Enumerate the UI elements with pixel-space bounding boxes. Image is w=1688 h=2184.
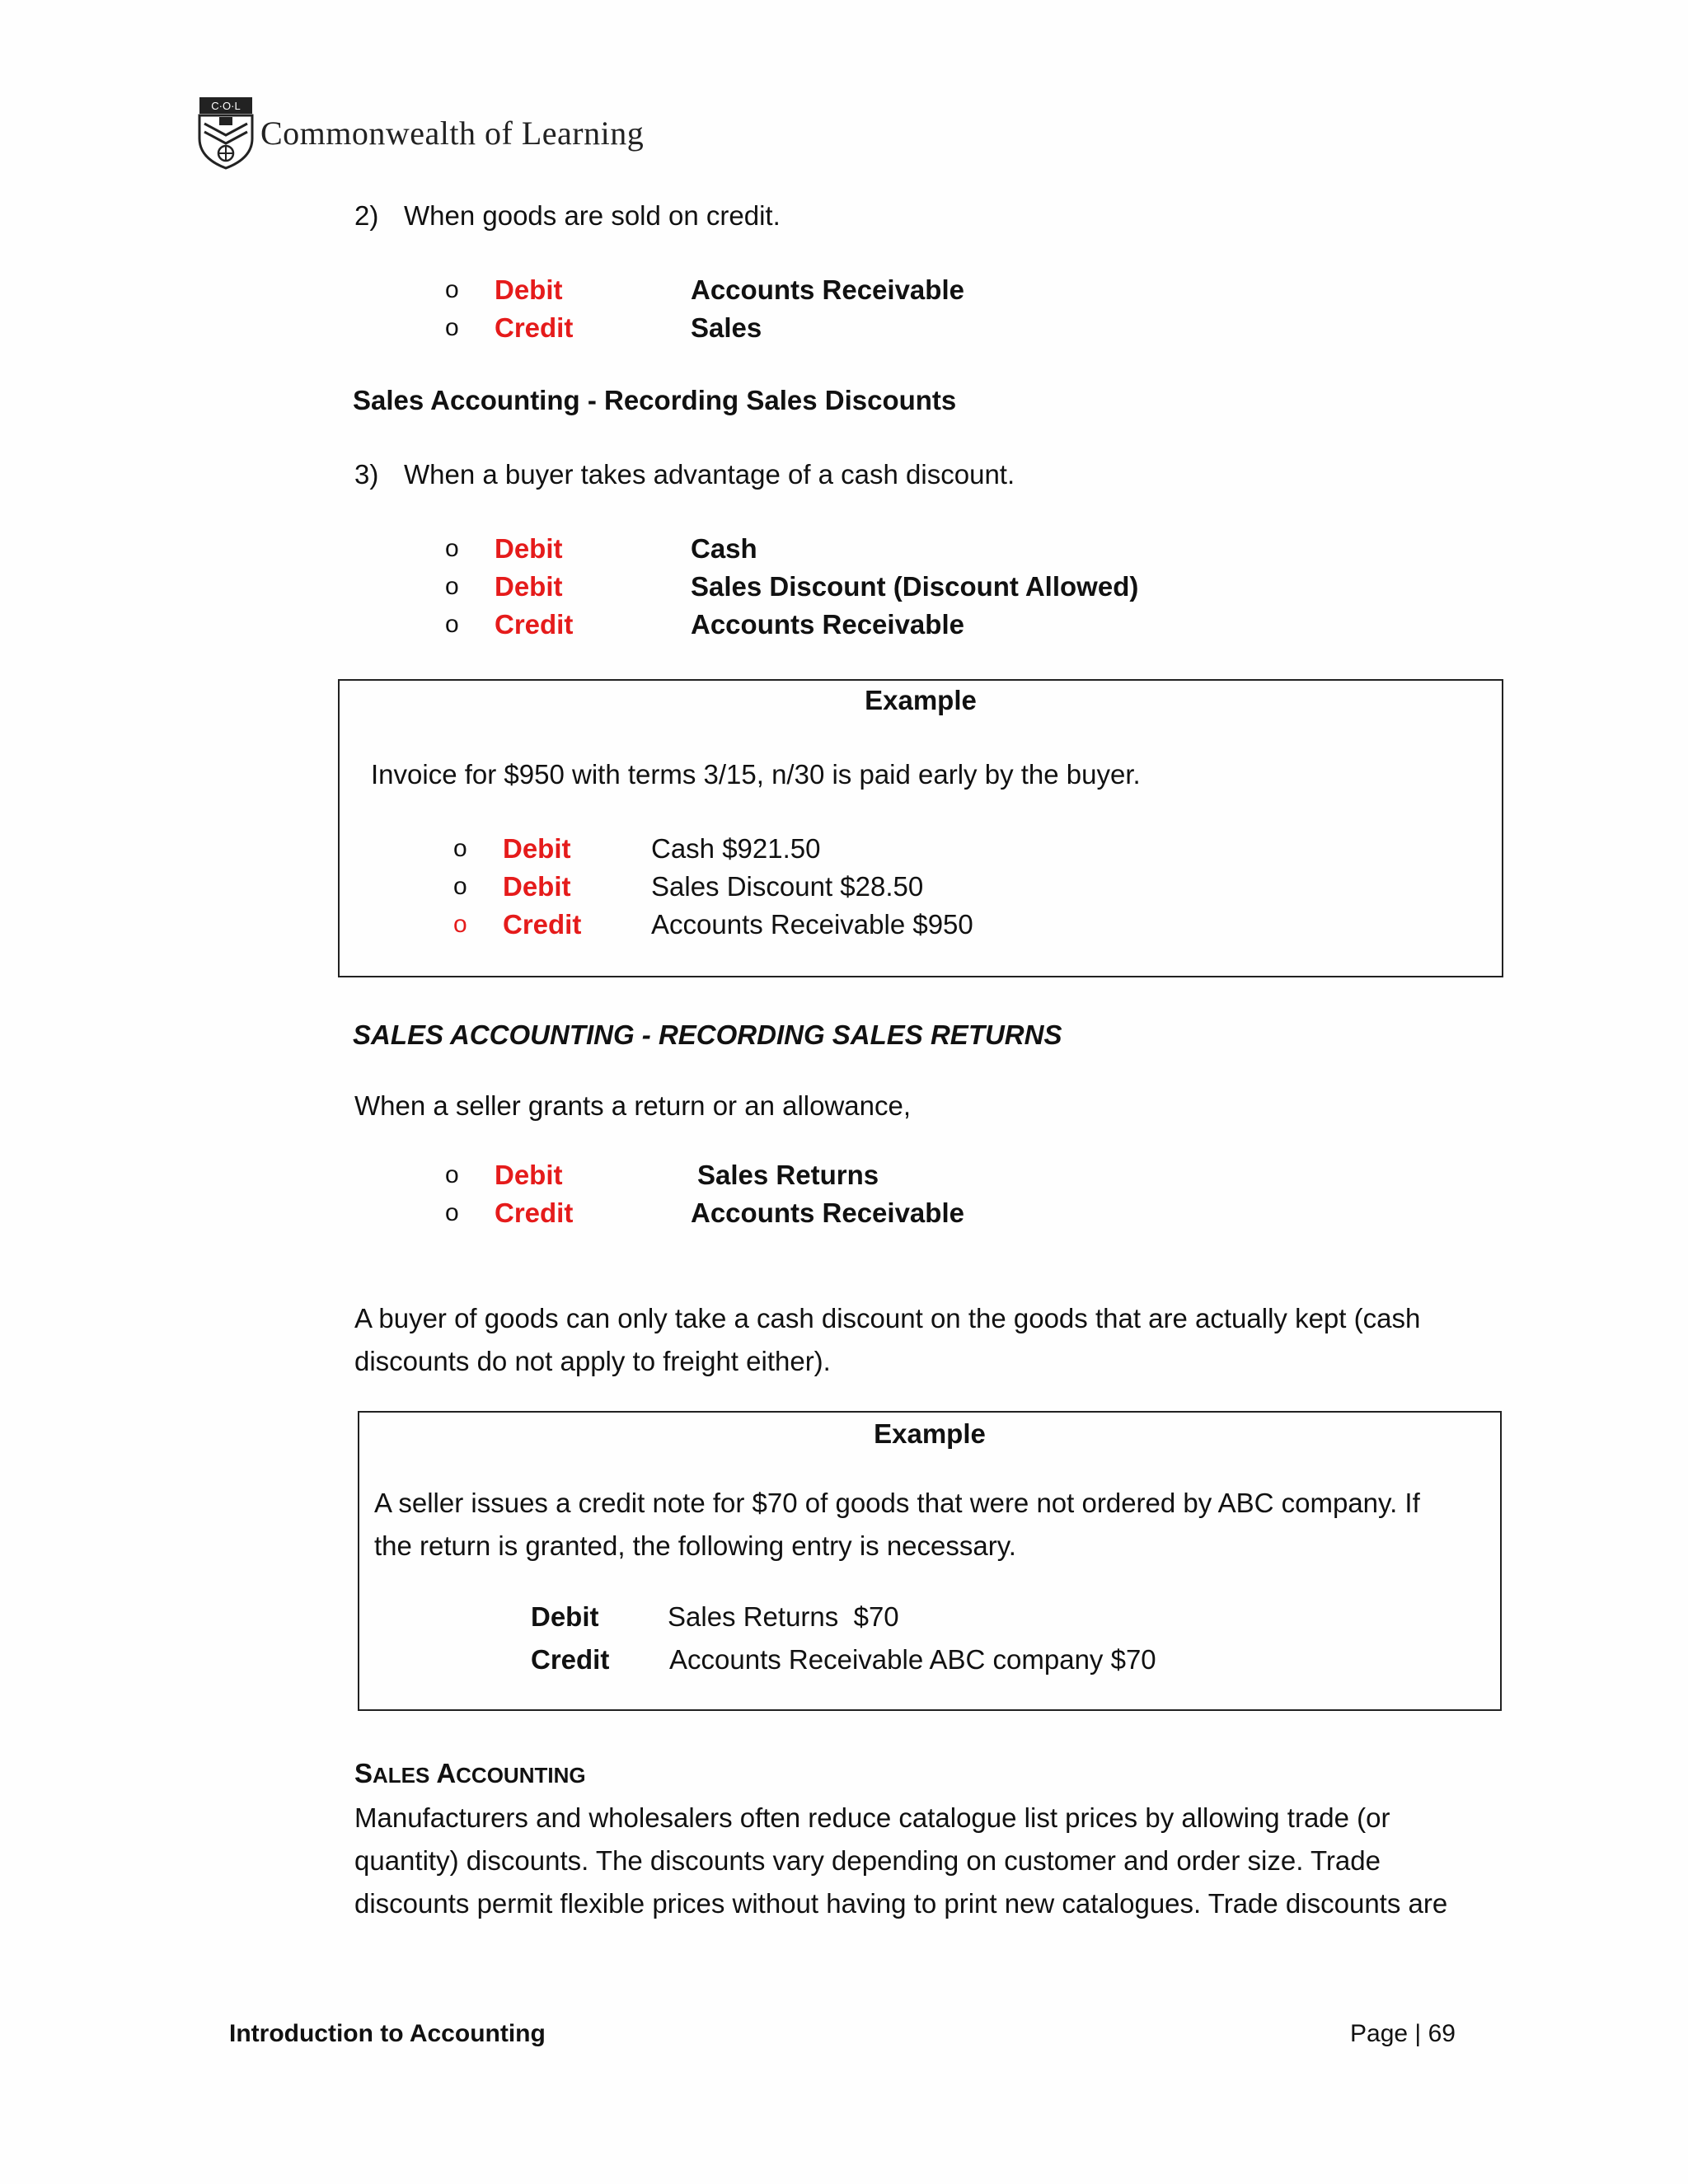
paragraph-line: discounts do not apply to freight either). xyxy=(354,1346,831,1376)
entry-account: Accounts Receivable xyxy=(691,274,964,305)
section-heading-sales-discounts: Sales Accounting - Recording Sales Discounts xyxy=(353,385,957,415)
entry-side: Credit xyxy=(531,1644,610,1675)
bullet-circle-icon: o xyxy=(445,1199,459,1226)
item-2-number: 2) xyxy=(354,200,379,231)
sales-returns-intro: When a seller grants a return or an allowance, xyxy=(354,1090,912,1121)
entry-account: Sales xyxy=(691,312,762,343)
entry-account: Accounts Receivable xyxy=(691,609,964,640)
bullet-circle-icon: o xyxy=(445,611,459,638)
bullet-circle-icon: o xyxy=(445,573,459,600)
paragraph-line: discounts permit flexible prices without having to print new catalogues. Trade discounts are xyxy=(354,1888,1448,1919)
section-heading-sales-accounting: SALES ACCOUNTING xyxy=(354,1758,586,1788)
entry-side: Credit xyxy=(495,609,574,640)
example-2-text-line: the return is granted, the following entry is necessary. xyxy=(374,1530,1016,1561)
paragraph-line: quantity) discounts. The discounts vary depending on customer and order size. Trade xyxy=(354,1845,1381,1876)
footer-title: Introduction to Accounting xyxy=(229,2020,546,2047)
item-2-text: When goods are sold on credit. xyxy=(404,200,781,231)
logo-wordmark: Commonwealth of Learning xyxy=(260,115,645,152)
bullet-circle-icon: o xyxy=(453,911,467,938)
paragraph-line: Manufacturers and wholesalers often reduce catalogue list prices by allowing trade (or xyxy=(354,1802,1390,1833)
section-heading-sales-returns: SALES ACCOUNTING - RECORDING SALES RETURNS xyxy=(353,1019,1062,1050)
entry-account: Accounts Receivable $950 xyxy=(651,909,973,940)
entry-account: Accounts Receivable xyxy=(691,1197,964,1228)
entry-side: Debit xyxy=(503,871,571,902)
bullet-circle-icon: o xyxy=(445,314,459,341)
entry-account: Sales Returns xyxy=(697,1160,879,1190)
logo-badge-text: C·O·L xyxy=(211,100,241,112)
entry-account: Sales Returns $70 xyxy=(668,1601,899,1632)
logo-shield-icon xyxy=(196,96,256,170)
entry-account: Cash xyxy=(691,533,757,564)
entry-account: Cash $921.50 xyxy=(651,833,821,864)
example-2-text-line: A seller issues a credit note for $70 of goods that were not ordered by ABC company. If xyxy=(374,1488,1420,1518)
entry-side: Credit xyxy=(495,1197,574,1228)
entry-side: Debit xyxy=(503,833,571,864)
bullet-circle-icon: o xyxy=(453,873,467,900)
entry-side: Debit xyxy=(495,1160,563,1190)
entry-side: Debit xyxy=(531,1601,599,1632)
entry-side: Debit xyxy=(495,533,563,564)
bullet-circle-icon: o xyxy=(445,1161,459,1188)
bullet-circle-icon: o xyxy=(445,535,459,562)
bullet-circle-icon: o xyxy=(445,276,459,303)
entry-side: Debit xyxy=(495,571,563,602)
example-1-text: Invoice for $950 with terms 3/15, n/30 is paid early by the buyer. xyxy=(371,759,1141,790)
entry-account: Sales Discount $28.50 xyxy=(651,871,924,902)
example-2-title: Example xyxy=(874,1418,986,1449)
example-1-title: Example xyxy=(865,685,977,715)
entry-side: Credit xyxy=(503,909,582,940)
item-3-text: When a buyer takes advantage of a cash discount. xyxy=(404,459,1015,490)
entry-side: Credit xyxy=(495,312,574,343)
entry-side: Debit xyxy=(495,274,563,305)
bullet-circle-icon: o xyxy=(453,835,467,862)
page-number: Page | 69 xyxy=(1350,2020,1456,2047)
entry-account: Accounts Receivable ABC company $70 xyxy=(669,1644,1156,1675)
item-3-number: 3) xyxy=(354,459,379,490)
entry-account: Sales Discount (Discount Allowed) xyxy=(691,571,1139,602)
paragraph-line: A buyer of goods can only take a cash discount on the goods that are actually kept (cash xyxy=(354,1303,1421,1333)
